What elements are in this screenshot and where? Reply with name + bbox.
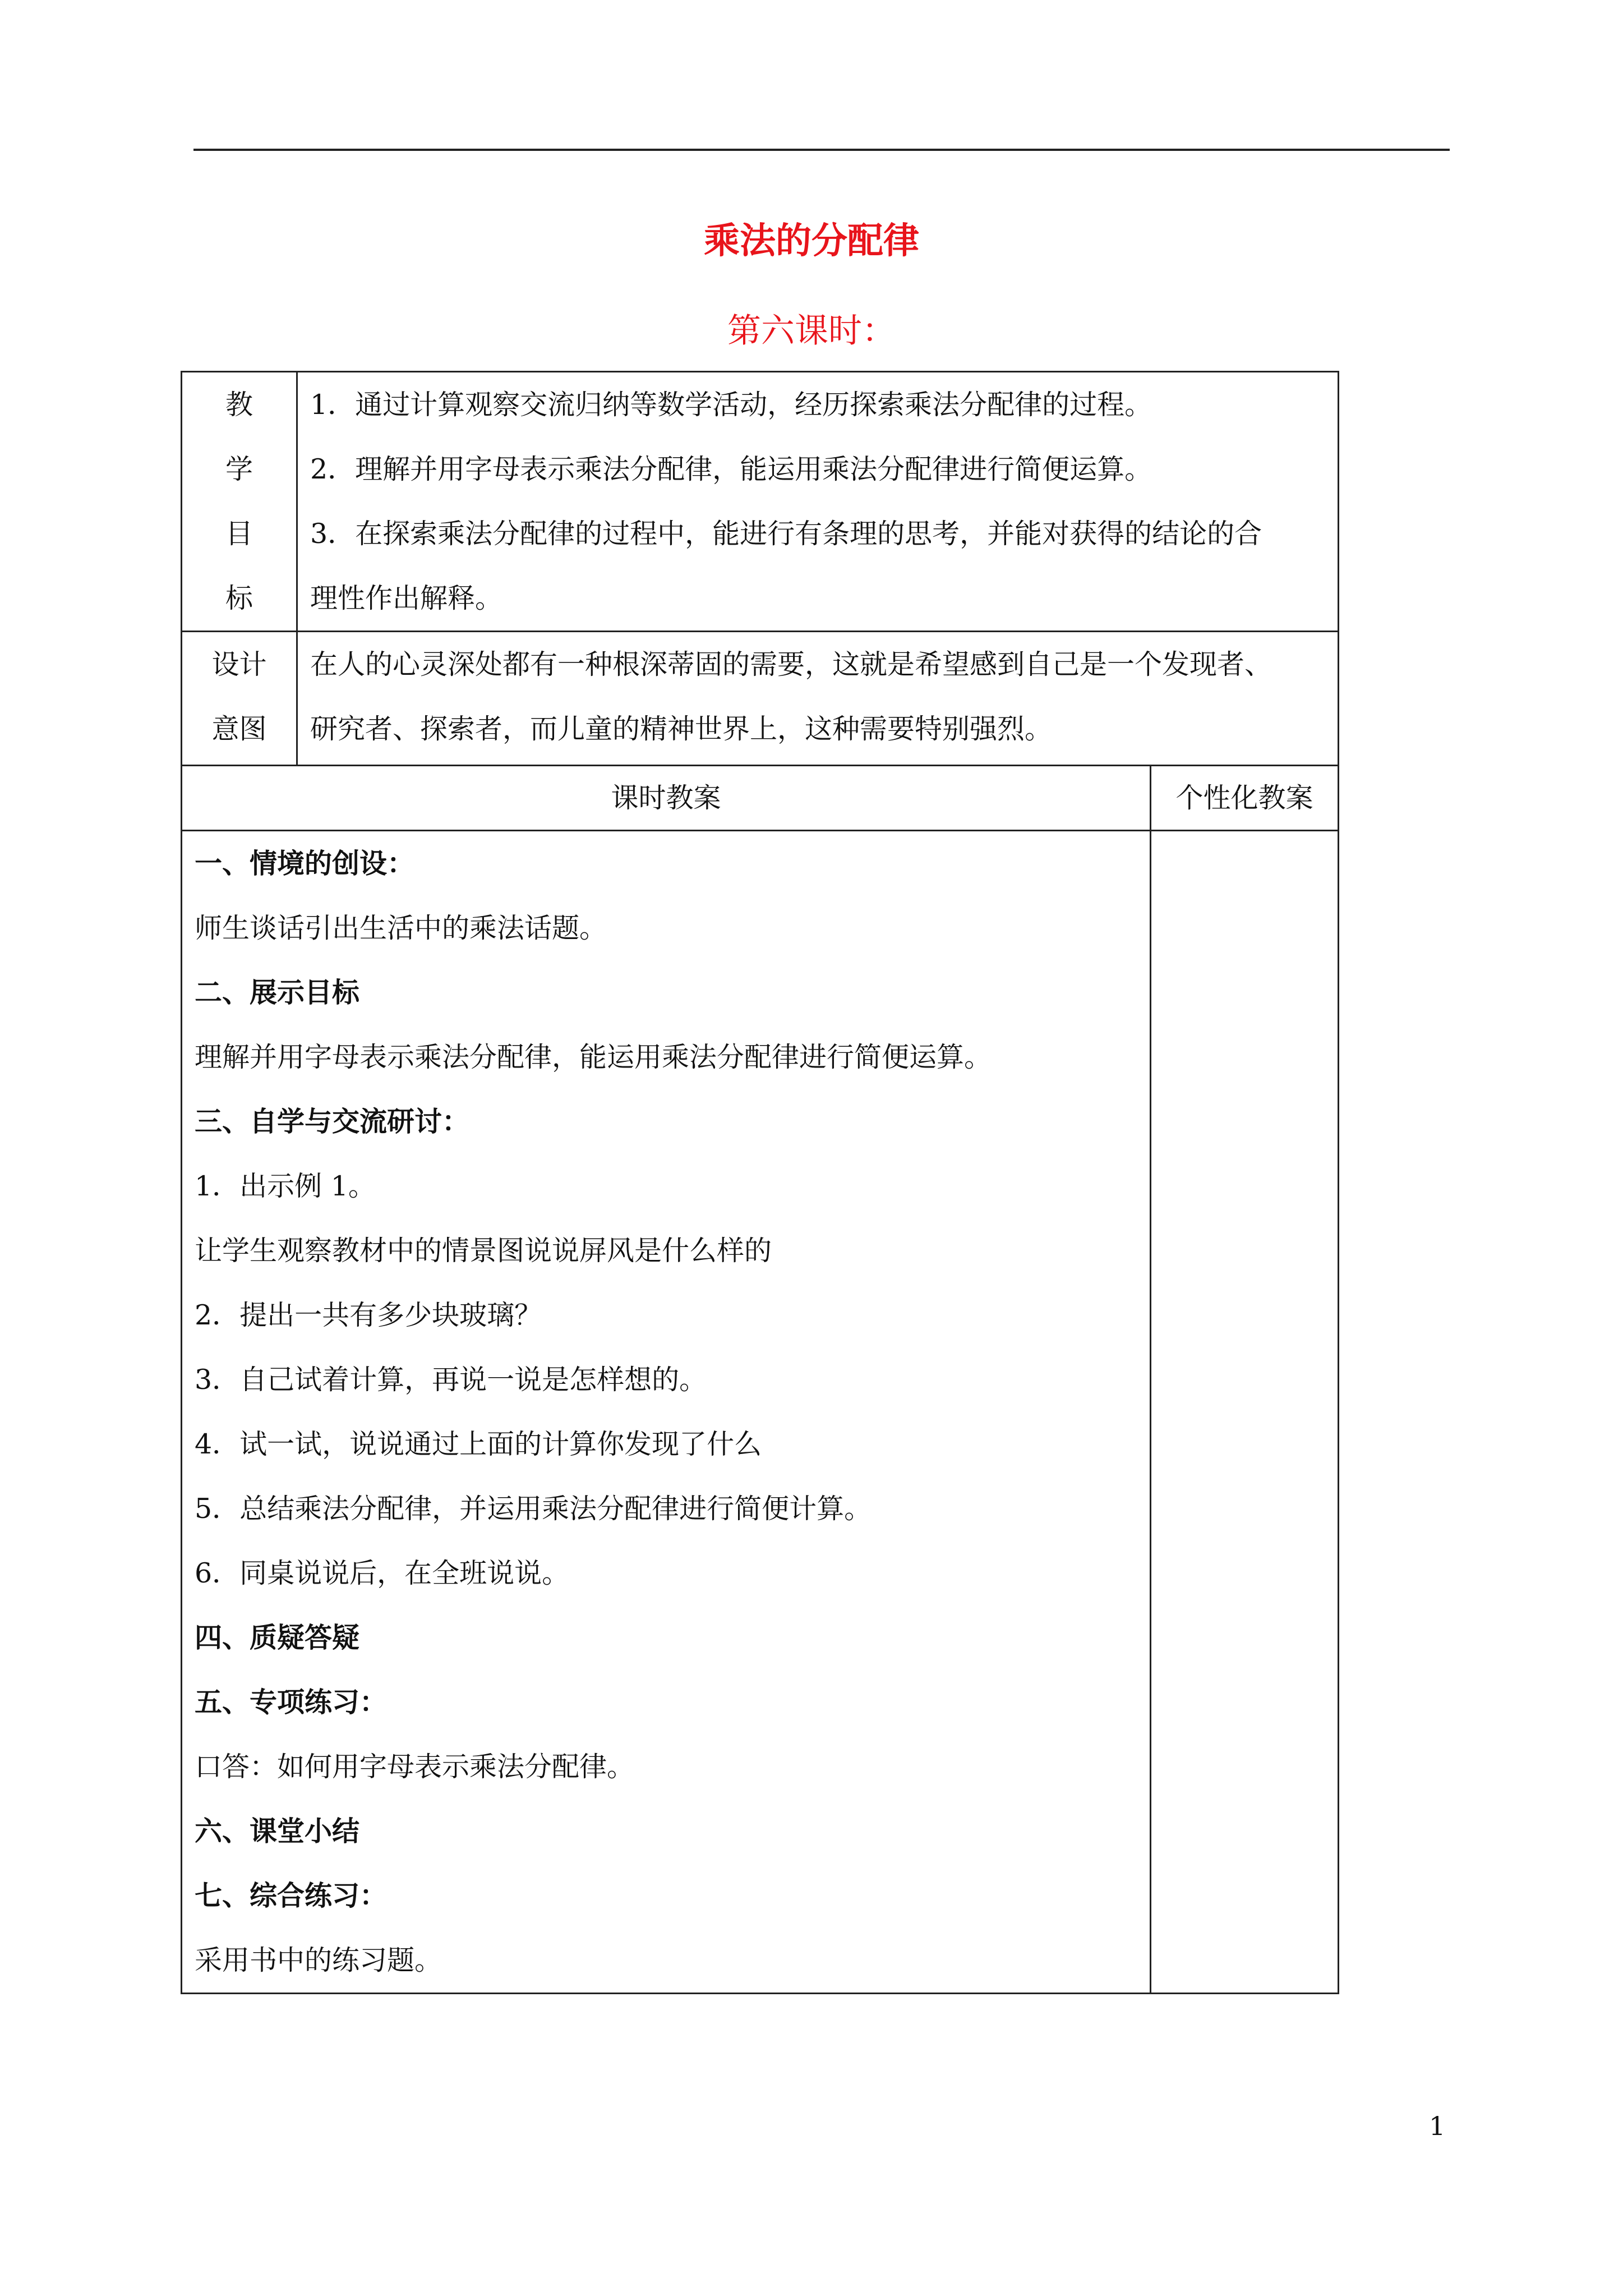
section-heading: 七、综合练习： bbox=[195, 1879, 388, 1912]
section-heading: 五、专项练习： bbox=[195, 1686, 388, 1718]
design-intent-row bbox=[182, 632, 1339, 766]
design-intent-label-text: 设计 bbox=[211, 648, 267, 680]
plan-line: 口答：如何用字母表示乘法分配律。 bbox=[195, 1751, 635, 1783]
design-intent-line: 研究者、探索者，而儿童的精神世界上，这种需要特别强烈。 bbox=[310, 713, 1053, 745]
header-rule bbox=[193, 149, 1450, 151]
objective-line: 3．在探索乘法分配律的过程中，能进行有条理的思考，并能对获得的结论的合 bbox=[310, 518, 1262, 550]
plan-line: 让学生观察教材中的情景图说说屏风是什么样的 bbox=[195, 1235, 772, 1267]
plan-line: 5．总结乘法分配律，并运用乘法分配律进行简便计算。 bbox=[195, 1493, 872, 1525]
objectives-label-char: 学 bbox=[225, 453, 253, 485]
document-subtitle: 第六课时： bbox=[727, 311, 896, 351]
section-heading: 二、展示目标 bbox=[195, 976, 360, 1009]
design-intent-content bbox=[297, 632, 1339, 766]
plan-line: 采用书中的练习题。 bbox=[195, 1944, 442, 1976]
design-intent-label-text: 意图 bbox=[211, 713, 267, 745]
objectives-label-char: 目 bbox=[225, 518, 253, 550]
document-title: 乘法的分配律 bbox=[704, 220, 919, 262]
plan-line: 1．出示例 1。 bbox=[195, 1170, 376, 1202]
plan-line: 2．提出一共有多少块玻璃？ bbox=[195, 1299, 542, 1331]
plan-line: 6．同桌说说后，在全班说说。 bbox=[195, 1557, 570, 1589]
col-header-side: 个性化教案 bbox=[1151, 766, 1339, 831]
objective-line: 1．通过计算观察交流归纳等数学活动，经历探索乘法分配律的过程。 bbox=[310, 389, 1152, 421]
objectives-content bbox=[297, 372, 1339, 632]
lesson-plan-table bbox=[181, 371, 1339, 1994]
objectives-label-char: 教 bbox=[225, 389, 253, 421]
objectives-row bbox=[182, 372, 1339, 632]
section-heading: 四、质疑答疑 bbox=[195, 1621, 360, 1654]
page-number: 1 bbox=[1429, 2111, 1446, 2141]
plan-main-content bbox=[182, 831, 1151, 1994]
section-heading: 一、情境的创设： bbox=[195, 847, 415, 880]
design-intent-label bbox=[182, 632, 297, 766]
plan-header-row bbox=[182, 766, 1339, 831]
col-header-main: 课时教案 bbox=[182, 766, 1151, 831]
objectives-label bbox=[182, 372, 297, 632]
personalized-plan-cell bbox=[1151, 831, 1339, 1994]
objective-line: 2．理解并用字母表示乘法分配律，能运用乘法分配律进行简便运算。 bbox=[310, 453, 1152, 485]
objectives-label-char: 标 bbox=[225, 582, 253, 614]
plan-line: 理解并用字母表示乘法分配律，能运用乘法分配律进行简便运算。 bbox=[195, 1041, 992, 1073]
plan-line: 师生谈话引出生活中的乘法话题。 bbox=[195, 912, 607, 944]
objective-line: 理性作出解释。 bbox=[310, 582, 503, 614]
plan-line: 3．自己试着计算，再说一说是怎样想的。 bbox=[195, 1364, 707, 1396]
plan-line: 4．试一试，说说通过上面的计算你发现了什么 bbox=[195, 1428, 762, 1460]
section-heading: 六、课堂小结 bbox=[195, 1815, 360, 1847]
plan-body-row bbox=[182, 831, 1339, 1994]
section-heading: 三、自学与交流研讨： bbox=[195, 1105, 470, 1138]
design-intent-line: 在人的心灵深处都有一种根深蒂固的需要，这就是希望感到自己是一个发现者、 bbox=[310, 648, 1272, 680]
